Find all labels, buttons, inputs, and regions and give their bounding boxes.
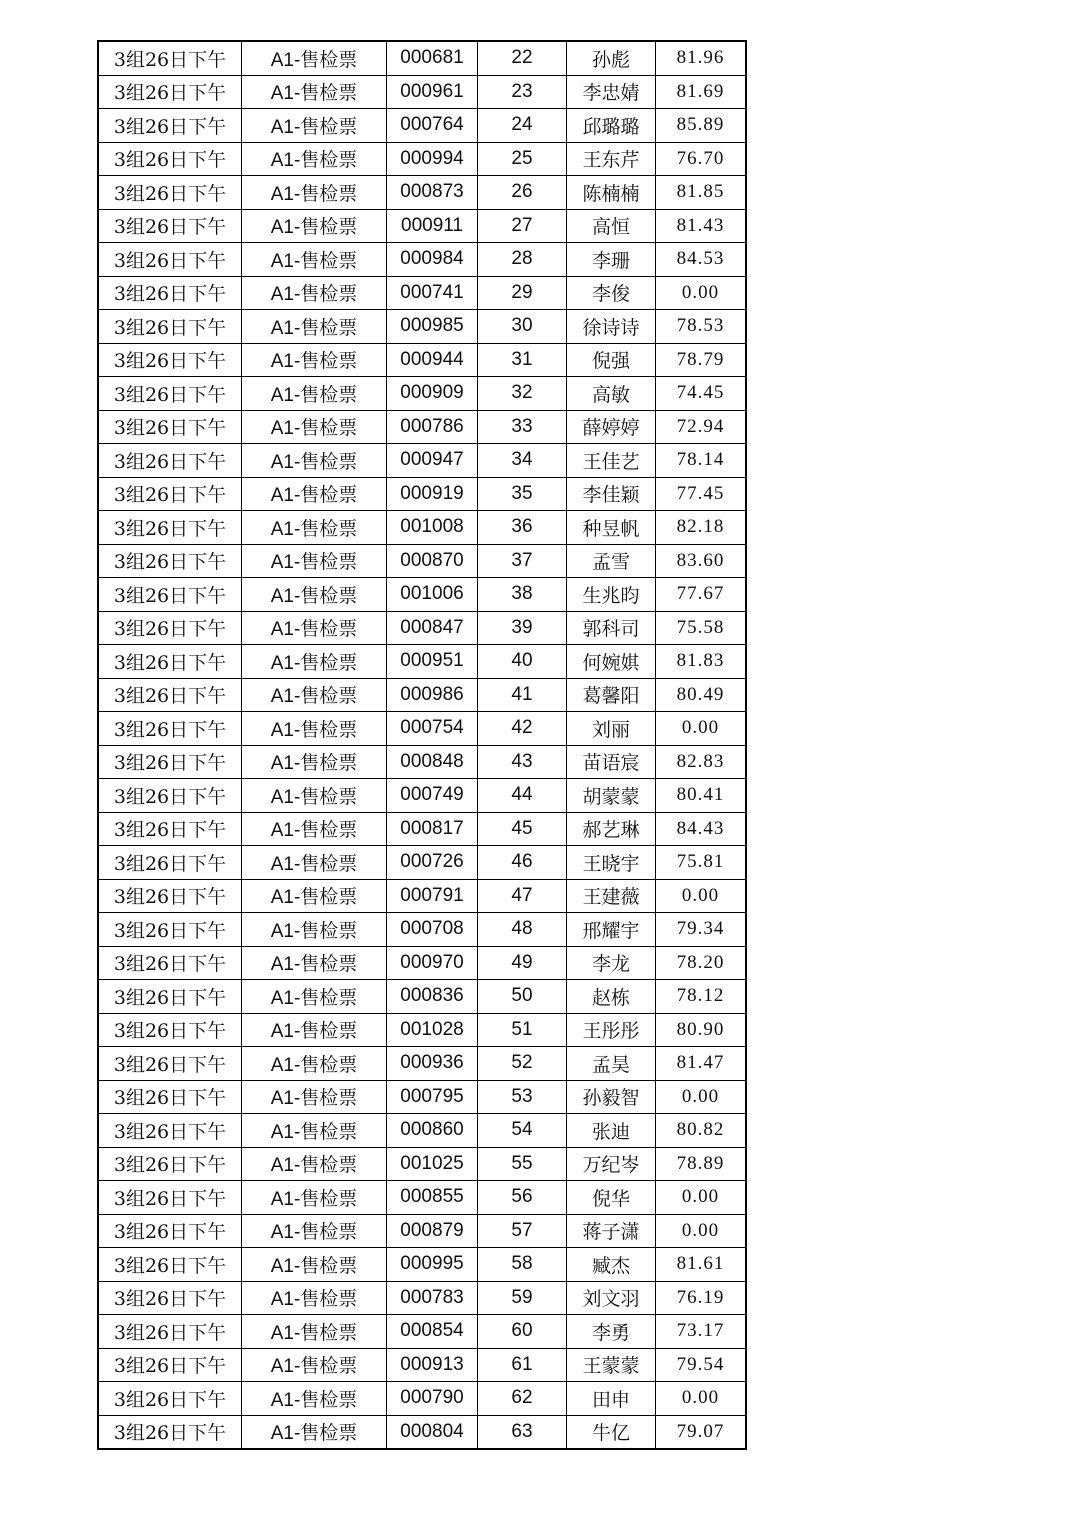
post-cell: A1-售检票 [242, 946, 387, 980]
table-row [98, 444, 746, 478]
session-cell: 3组26日下午 [98, 209, 242, 243]
candidate-id-cell: 000909 [387, 377, 478, 411]
table-row [98, 511, 746, 545]
candidate-name-cell: 田申 [567, 1382, 656, 1416]
session-cell: 3组26日下午 [98, 846, 242, 880]
post-cell: A1-售检票 [242, 377, 387, 411]
post-cell: A1-售检票 [242, 209, 387, 243]
session-cell: 3组26日下午 [98, 1047, 242, 1081]
table-row [98, 142, 746, 176]
session-cell: 3组26日下午 [98, 477, 242, 511]
candidate-id-cell: 000836 [387, 980, 478, 1014]
candidate-name-cell: 刘文羽 [567, 1281, 656, 1315]
post-cell: A1-售检票 [242, 243, 387, 277]
candidate-id-cell: 000786 [387, 410, 478, 444]
table-row [98, 611, 746, 645]
session-cell: 3组26日下午 [98, 1348, 242, 1382]
score-cell: 78.79 [656, 343, 747, 377]
session-cell: 3组26日下午 [98, 1382, 242, 1416]
post-cell: A1-售检票 [242, 41, 387, 75]
score-cell: 78.89 [656, 1147, 747, 1181]
candidate-name-cell: 薛婷婷 [567, 410, 656, 444]
candidate-id-cell: 000994 [387, 142, 478, 176]
candidate-id-cell: 000791 [387, 879, 478, 913]
session-cell: 3组26日下午 [98, 946, 242, 980]
candidate-id-cell: 000764 [387, 109, 478, 143]
table-row [98, 109, 746, 143]
candidate-name-cell: 邱璐璐 [567, 109, 656, 143]
table-row [98, 745, 746, 779]
post-cell: A1-售检票 [242, 1415, 387, 1449]
score-cell: 81.69 [656, 75, 747, 109]
session-cell: 3组26日下午 [98, 1415, 242, 1449]
session-cell: 3组26日下午 [98, 645, 242, 679]
session-cell: 3组26日下午 [98, 578, 242, 612]
post-cell: A1-售检票 [242, 142, 387, 176]
candidate-id-cell: 000749 [387, 779, 478, 813]
post-cell: A1-售检票 [242, 879, 387, 913]
score-cell: 0.00 [656, 879, 747, 913]
session-cell: 3组26日下午 [98, 176, 242, 210]
score-table [97, 40, 747, 1450]
table-row [98, 1281, 746, 1315]
candidate-name-cell: 李俊 [567, 276, 656, 310]
candidate-id-cell: 001006 [387, 578, 478, 612]
post-cell: A1-售检票 [242, 444, 387, 478]
post-cell: A1-售检票 [242, 779, 387, 813]
session-cell: 3组26日下午 [98, 678, 242, 712]
score-cell: 0.00 [656, 712, 747, 746]
score-cell: 82.83 [656, 745, 747, 779]
table-row [98, 1013, 746, 1047]
score-cell: 80.90 [656, 1013, 747, 1047]
score-cell: 80.49 [656, 678, 747, 712]
candidate-name-cell: 郭科司 [567, 611, 656, 645]
post-cell: A1-售检票 [242, 913, 387, 947]
post-cell: A1-售检票 [242, 410, 387, 444]
seat-number-cell: 37 [478, 544, 567, 578]
candidate-name-cell: 李勇 [567, 1315, 656, 1349]
table-row [98, 1315, 746, 1349]
table-row [98, 879, 746, 913]
post-cell: A1-售检票 [242, 1214, 387, 1248]
candidate-id-cell: 000913 [387, 1348, 478, 1382]
score-cell: 81.96 [656, 41, 747, 75]
score-cell: 81.61 [656, 1248, 747, 1282]
candidate-name-cell: 孙彪 [567, 41, 656, 75]
seat-number-cell: 38 [478, 578, 567, 612]
table-row [98, 980, 746, 1014]
post-cell: A1-售检票 [242, 846, 387, 880]
table-row [98, 678, 746, 712]
candidate-name-cell: 郝艺琳 [567, 812, 656, 846]
post-cell: A1-售检票 [242, 109, 387, 143]
candidate-name-cell: 李忠婧 [567, 75, 656, 109]
candidate-id-cell: 000848 [387, 745, 478, 779]
seat-number-cell: 26 [478, 176, 567, 210]
post-cell: A1-售检票 [242, 276, 387, 310]
session-cell: 3组26日下午 [98, 1181, 242, 1215]
score-cell: 80.41 [656, 779, 747, 813]
seat-number-cell: 48 [478, 913, 567, 947]
post-cell: A1-售检票 [242, 343, 387, 377]
candidate-name-cell: 邢耀宇 [567, 913, 656, 947]
candidate-name-cell: 李珊 [567, 243, 656, 277]
seat-number-cell: 33 [478, 410, 567, 444]
score-cell: 72.94 [656, 410, 747, 444]
session-cell: 3组26日下午 [98, 980, 242, 1014]
seat-number-cell: 39 [478, 611, 567, 645]
seat-number-cell: 42 [478, 712, 567, 746]
seat-number-cell: 23 [478, 75, 567, 109]
score-cell: 76.19 [656, 1281, 747, 1315]
session-cell: 3组26日下午 [98, 41, 242, 75]
table-row [98, 812, 746, 846]
session-cell: 3组26日下午 [98, 1315, 242, 1349]
candidate-id-cell: 000947 [387, 444, 478, 478]
session-cell: 3组26日下午 [98, 1013, 242, 1047]
table-row [98, 578, 746, 612]
session-cell: 3组26日下午 [98, 879, 242, 913]
candidate-name-cell: 种昱帆 [567, 511, 656, 545]
post-cell: A1-售检票 [242, 477, 387, 511]
score-cell: 75.58 [656, 611, 747, 645]
post-cell: A1-售检票 [242, 1315, 387, 1349]
score-cell: 85.89 [656, 109, 747, 143]
candidate-id-cell: 001008 [387, 511, 478, 545]
table-row [98, 377, 746, 411]
seat-number-cell: 51 [478, 1013, 567, 1047]
candidate-name-cell: 蒋子潇 [567, 1214, 656, 1248]
session-cell: 3组26日下午 [98, 1147, 242, 1181]
candidate-name-cell: 万纪岑 [567, 1147, 656, 1181]
candidate-name-cell: 王晓宇 [567, 846, 656, 880]
score-cell: 82.18 [656, 511, 747, 545]
seat-number-cell: 43 [478, 745, 567, 779]
session-cell: 3组26日下午 [98, 410, 242, 444]
candidate-id-cell: 000919 [387, 477, 478, 511]
candidate-id-cell: 000951 [387, 645, 478, 679]
table-row [98, 645, 746, 679]
table-row [98, 1415, 746, 1449]
session-cell: 3组26日下午 [98, 712, 242, 746]
score-cell: 78.12 [656, 980, 747, 1014]
candidate-id-cell: 000870 [387, 544, 478, 578]
post-cell: A1-售检票 [242, 812, 387, 846]
table-row [98, 1348, 746, 1382]
candidate-name-cell: 陈楠楠 [567, 176, 656, 210]
score-cell: 76.70 [656, 142, 747, 176]
table-row [98, 477, 746, 511]
score-cell: 84.53 [656, 243, 747, 277]
seat-number-cell: 29 [478, 276, 567, 310]
post-cell: A1-售检票 [242, 1080, 387, 1114]
table-row [98, 779, 746, 813]
candidate-name-cell: 孟雪 [567, 544, 656, 578]
table-row [98, 913, 746, 947]
seat-number-cell: 35 [478, 477, 567, 511]
session-cell: 3组26日下午 [98, 377, 242, 411]
candidate-id-cell: 000708 [387, 913, 478, 947]
score-cell: 78.20 [656, 946, 747, 980]
post-cell: A1-售检票 [242, 578, 387, 612]
table-row [98, 243, 746, 277]
session-cell: 3组26日下午 [98, 1281, 242, 1315]
seat-number-cell: 58 [478, 1248, 567, 1282]
score-cell: 77.67 [656, 578, 747, 612]
table-row [98, 544, 746, 578]
candidate-id-cell: 000795 [387, 1080, 478, 1114]
post-cell: A1-售检票 [242, 611, 387, 645]
candidate-id-cell: 000986 [387, 678, 478, 712]
table-row [98, 343, 746, 377]
seat-number-cell: 57 [478, 1214, 567, 1248]
table-row [98, 1080, 746, 1114]
seat-number-cell: 53 [478, 1080, 567, 1114]
post-cell: A1-售检票 [242, 1382, 387, 1416]
seat-number-cell: 34 [478, 444, 567, 478]
candidate-name-cell: 孙毅智 [567, 1080, 656, 1114]
session-cell: 3组26日下午 [98, 1080, 242, 1114]
seat-number-cell: 40 [478, 645, 567, 679]
score-cell: 0.00 [656, 276, 747, 310]
post-cell: A1-售检票 [242, 1047, 387, 1081]
candidate-name-cell: 刘丽 [567, 712, 656, 746]
table-row [98, 209, 746, 243]
candidate-id-cell: 000790 [387, 1382, 478, 1416]
candidate-id-cell: 001025 [387, 1147, 478, 1181]
score-cell: 79.07 [656, 1415, 747, 1449]
candidate-id-cell: 000985 [387, 310, 478, 344]
candidate-name-cell: 胡蒙蒙 [567, 779, 656, 813]
candidate-id-cell: 000961 [387, 75, 478, 109]
candidate-name-cell: 倪华 [567, 1181, 656, 1215]
candidate-name-cell: 牛亿 [567, 1415, 656, 1449]
post-cell: A1-售检票 [242, 176, 387, 210]
session-cell: 3组26日下午 [98, 276, 242, 310]
candidate-id-cell: 000741 [387, 276, 478, 310]
post-cell: A1-售检票 [242, 1348, 387, 1382]
seat-number-cell: 45 [478, 812, 567, 846]
candidate-name-cell: 王建薇 [567, 879, 656, 913]
table-row [98, 846, 746, 880]
candidate-id-cell: 000860 [387, 1114, 478, 1148]
score-cell: 79.54 [656, 1348, 747, 1382]
session-cell: 3组26日下午 [98, 109, 242, 143]
score-cell: 79.34 [656, 913, 747, 947]
candidate-name-cell: 王彤彤 [567, 1013, 656, 1047]
candidate-name-cell: 倪强 [567, 343, 656, 377]
score-cell: 80.82 [656, 1114, 747, 1148]
seat-number-cell: 24 [478, 109, 567, 143]
seat-number-cell: 59 [478, 1281, 567, 1315]
seat-number-cell: 47 [478, 879, 567, 913]
candidate-id-cell: 000817 [387, 812, 478, 846]
post-cell: A1-售检票 [242, 980, 387, 1014]
table-row [98, 1047, 746, 1081]
post-cell: A1-售检票 [242, 310, 387, 344]
candidate-id-cell: 000911 [387, 209, 478, 243]
candidate-name-cell: 徐诗诗 [567, 310, 656, 344]
session-cell: 3组26日下午 [98, 745, 242, 779]
table-row [98, 1181, 746, 1215]
post-cell: A1-售检票 [242, 712, 387, 746]
score-cell: 81.43 [656, 209, 747, 243]
candidate-name-cell: 生兆昀 [567, 578, 656, 612]
table-row [98, 1114, 746, 1148]
seat-number-cell: 31 [478, 343, 567, 377]
table-row [98, 1382, 746, 1416]
candidate-id-cell: 000804 [387, 1415, 478, 1449]
candidate-id-cell: 000879 [387, 1214, 478, 1248]
session-cell: 3组26日下午 [98, 611, 242, 645]
seat-number-cell: 52 [478, 1047, 567, 1081]
candidate-id-cell: 000726 [387, 846, 478, 880]
session-cell: 3组26日下午 [98, 1114, 242, 1148]
seat-number-cell: 44 [478, 779, 567, 813]
session-cell: 3组26日下午 [98, 812, 242, 846]
candidate-id-cell: 000855 [387, 1181, 478, 1215]
candidate-name-cell: 李佳颖 [567, 477, 656, 511]
post-cell: A1-售检票 [242, 1114, 387, 1148]
candidate-name-cell: 苗语宸 [567, 745, 656, 779]
candidate-name-cell: 王东芹 [567, 142, 656, 176]
session-cell: 3组26日下午 [98, 1248, 242, 1282]
session-cell: 3组26日下午 [98, 343, 242, 377]
score-cell: 0.00 [656, 1382, 747, 1416]
seat-number-cell: 22 [478, 41, 567, 75]
candidate-id-cell: 001028 [387, 1013, 478, 1047]
seat-number-cell: 54 [478, 1114, 567, 1148]
candidate-id-cell: 000847 [387, 611, 478, 645]
seat-number-cell: 28 [478, 243, 567, 277]
session-cell: 3组26日下午 [98, 913, 242, 947]
candidate-id-cell: 000936 [387, 1047, 478, 1081]
session-cell: 3组26日下午 [98, 243, 242, 277]
candidate-name-cell: 王佳艺 [567, 444, 656, 478]
candidate-id-cell: 000681 [387, 41, 478, 75]
seat-number-cell: 32 [478, 377, 567, 411]
candidate-id-cell: 000854 [387, 1315, 478, 1349]
table-row [98, 1248, 746, 1282]
post-cell: A1-售检票 [242, 75, 387, 109]
post-cell: A1-售检票 [242, 544, 387, 578]
score-cell: 81.85 [656, 176, 747, 210]
seat-number-cell: 49 [478, 946, 567, 980]
seat-number-cell: 46 [478, 846, 567, 880]
candidate-name-cell: 葛馨阳 [567, 678, 656, 712]
post-cell: A1-售检票 [242, 1281, 387, 1315]
seat-number-cell: 25 [478, 142, 567, 176]
candidate-id-cell: 000944 [387, 343, 478, 377]
session-cell: 3组26日下午 [98, 142, 242, 176]
table-row [98, 946, 746, 980]
post-cell: A1-售检票 [242, 745, 387, 779]
post-cell: A1-售检票 [242, 678, 387, 712]
seat-number-cell: 27 [478, 209, 567, 243]
score-table-body [98, 41, 746, 1449]
candidate-name-cell: 孟昊 [567, 1047, 656, 1081]
session-cell: 3组26日下午 [98, 75, 242, 109]
table-row [98, 276, 746, 310]
candidate-name-cell: 李龙 [567, 946, 656, 980]
candidate-name-cell: 王蒙蒙 [567, 1348, 656, 1382]
score-cell: 73.17 [656, 1315, 747, 1349]
score-cell: 78.53 [656, 310, 747, 344]
seat-number-cell: 56 [478, 1181, 567, 1215]
seat-number-cell: 60 [478, 1315, 567, 1349]
score-cell: 84.43 [656, 812, 747, 846]
candidate-id-cell: 000984 [387, 243, 478, 277]
score-cell: 75.81 [656, 846, 747, 880]
candidate-name-cell: 赵栋 [567, 980, 656, 1014]
score-cell: 0.00 [656, 1214, 747, 1248]
candidate-name-cell: 高恒 [567, 209, 656, 243]
table-row [98, 1214, 746, 1248]
score-cell: 81.47 [656, 1047, 747, 1081]
candidate-name-cell: 臧杰 [567, 1248, 656, 1282]
post-cell: A1-售检票 [242, 511, 387, 545]
score-cell: 83.60 [656, 544, 747, 578]
post-cell: A1-售检票 [242, 1013, 387, 1047]
seat-number-cell: 61 [478, 1348, 567, 1382]
seat-number-cell: 50 [478, 980, 567, 1014]
score-cell: 78.14 [656, 444, 747, 478]
session-cell: 3组26日下午 [98, 444, 242, 478]
seat-number-cell: 63 [478, 1415, 567, 1449]
candidate-id-cell: 000873 [387, 176, 478, 210]
session-cell: 3组26日下午 [98, 779, 242, 813]
session-cell: 3组26日下午 [98, 511, 242, 545]
post-cell: A1-售检票 [242, 645, 387, 679]
session-cell: 3组26日下午 [98, 310, 242, 344]
candidate-name-cell: 张迪 [567, 1114, 656, 1148]
seat-number-cell: 41 [478, 678, 567, 712]
candidate-id-cell: 000754 [387, 712, 478, 746]
score-cell: 81.83 [656, 645, 747, 679]
score-cell: 77.45 [656, 477, 747, 511]
score-cell: 0.00 [656, 1181, 747, 1215]
score-cell: 0.00 [656, 1080, 747, 1114]
session-cell: 3组26日下午 [98, 544, 242, 578]
table-row [98, 1147, 746, 1181]
table-row [98, 176, 746, 210]
seat-number-cell: 62 [478, 1382, 567, 1416]
candidate-id-cell: 000783 [387, 1281, 478, 1315]
post-cell: A1-售检票 [242, 1181, 387, 1215]
candidate-id-cell: 000995 [387, 1248, 478, 1282]
table-row [98, 712, 746, 746]
session-cell: 3组26日下午 [98, 1214, 242, 1248]
table-row [98, 75, 746, 109]
candidate-name-cell: 何婉娸 [567, 645, 656, 679]
table-row [98, 41, 746, 75]
score-cell: 74.45 [656, 377, 747, 411]
post-cell: A1-售检票 [242, 1147, 387, 1181]
table-row [98, 410, 746, 444]
candidate-id-cell: 000970 [387, 946, 478, 980]
post-cell: A1-售检票 [242, 1248, 387, 1282]
seat-number-cell: 30 [478, 310, 567, 344]
seat-number-cell: 55 [478, 1147, 567, 1181]
table-row [98, 310, 746, 344]
seat-number-cell: 36 [478, 511, 567, 545]
candidate-name-cell: 高敏 [567, 377, 656, 411]
